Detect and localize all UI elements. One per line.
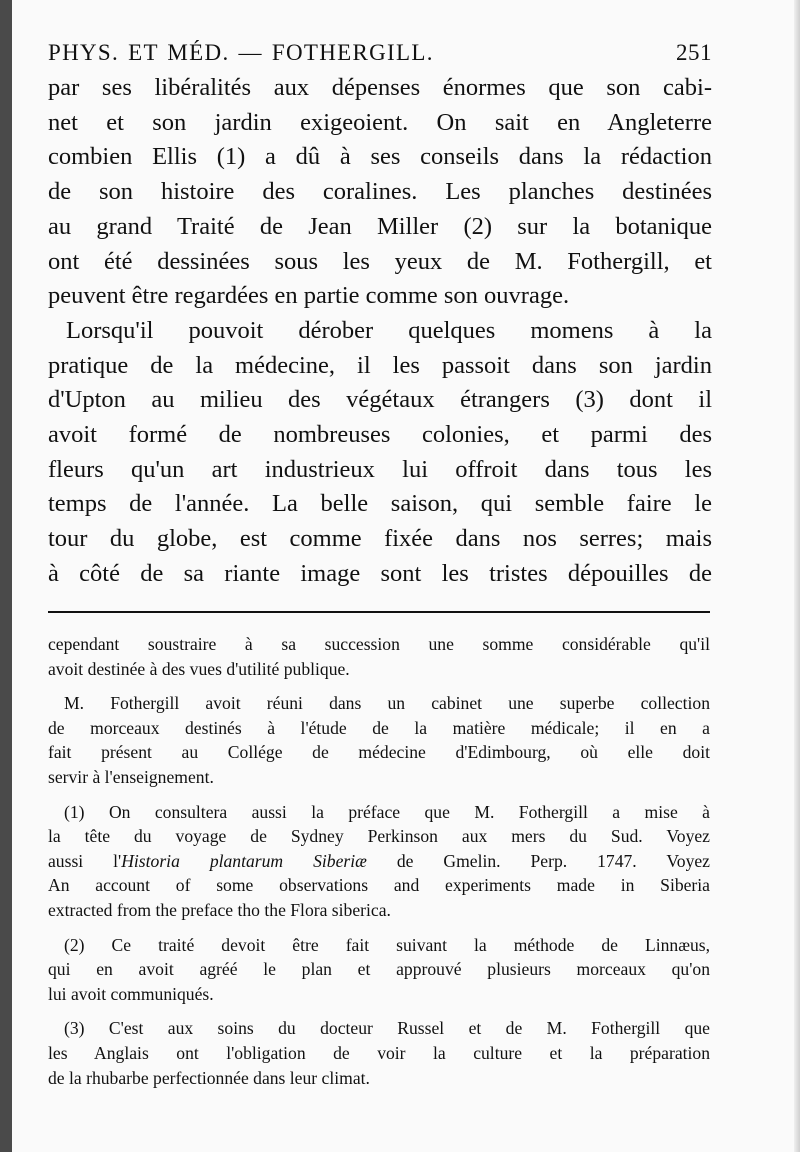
text-line: au grand Traité de Jean Miller (2) sur la botanique <box>48 212 712 240</box>
footnote-line: lui avoit communiqués. <box>48 983 214 1004</box>
footnote-line: extracted from the preface tho the Flora siberica. <box>48 899 391 920</box>
text-line: tour du globe, est comme fixée dans nos serres; mais <box>48 525 712 553</box>
text-line: fleurs qu'un art industrieux lui offroit dans tous les <box>48 455 712 483</box>
footnote-1 <box>48 800 710 923</box>
main-text <box>48 71 712 592</box>
footnote-line: (2) Ce traité devoit être fait suivant la méthode de Linnæus, <box>64 934 710 955</box>
text-line: combien Ellis (1) a dû à ses conseils dans la rédaction <box>48 143 712 171</box>
footnote-line: cependant soustraire à sa succession une somme considérable qu'il <box>48 634 710 654</box>
footnote-line: de la rhubarbe perfectionnée dans leur climat. <box>48 1067 370 1088</box>
text-line: Lorsqu'il pouvoit dérober quelques momens à la <box>66 316 712 344</box>
running-title: PHYS. ET MÉD. — FOTHERGILL. <box>48 40 434 65</box>
footnote-line: (3) C'est aux soins du docteur Russel et de M. Fothergill que <box>64 1018 710 1039</box>
text-line: avoit formé de nombreuses colonies, et parmi des <box>48 421 712 449</box>
text-line: d'Upton au milieu des végétaux étrangers (3) dont il <box>48 386 712 414</box>
footnote-text: aussi l' <box>48 850 122 871</box>
footnote-text: de Gmelin. Perp. 1747. Voyez <box>366 850 710 871</box>
footnote-cabinet <box>48 691 710 789</box>
footnotes <box>48 632 710 1100</box>
footnote-line: An account of some observations and experiments made in Siberia <box>48 875 710 896</box>
footnote-3 <box>48 1016 710 1090</box>
footnote-line: la tête du voyage de Sydney Perkinson aux mers du Sud. Voyez <box>48 826 710 847</box>
footnote-line: M. Fothergill avoit réuni dans un cabinet une superbe collection <box>64 693 710 714</box>
text-line: net et son jardin exigeoient. On sait en Angleterre <box>48 108 712 136</box>
footnote-2 <box>48 933 710 1007</box>
text-line: ont été dessinées sous les yeux de M. Fothergill, et <box>48 247 712 275</box>
text-line: à côté de sa riante image sont les tristes dépouilles de <box>48 559 712 587</box>
footnote-line: fait présent au Collége de médecine d'Edimbourg, où elle doit <box>48 742 710 763</box>
footnote-line: qui en avoit agréé le plan et approuvé plusieurs morceaux qu'on <box>48 959 710 980</box>
text-line: de son histoire des coralines. Les planches destinées <box>48 178 712 206</box>
text-line: pratique de la médecine, il les passoit dans son jardin <box>48 351 712 379</box>
footnote-line: de morceaux destinés à l'étude de la matière médicale; il en a <box>48 717 710 738</box>
footnote-line: les Anglais ont l'obligation de voir la culture et la préparation <box>48 1042 710 1063</box>
text-line: temps de l'année. La belle saison, qui semble faire le <box>48 490 712 518</box>
footnote-line: (1) On consultera aussi la préface que M. Fothergill a mise à <box>64 801 710 822</box>
text-line: par ses libéralités aux dépenses énormes que son cabi- <box>48 74 712 101</box>
footnote-rule <box>48 611 710 613</box>
page-header <box>48 40 712 72</box>
footnote-line: avoit destinée à des vues d'utilité publique. <box>48 658 350 679</box>
footnote-line: servir à l'enseignement. <box>48 766 214 787</box>
text-line: peuvent être regardées en partie comme son ouvrage. <box>48 282 570 310</box>
page-number: 251 <box>676 40 712 65</box>
italic-title: Historia plantarum Siberiæ <box>121 850 367 871</box>
footnote-continuation <box>48 632 710 681</box>
footnote-line <box>48 849 710 874</box>
